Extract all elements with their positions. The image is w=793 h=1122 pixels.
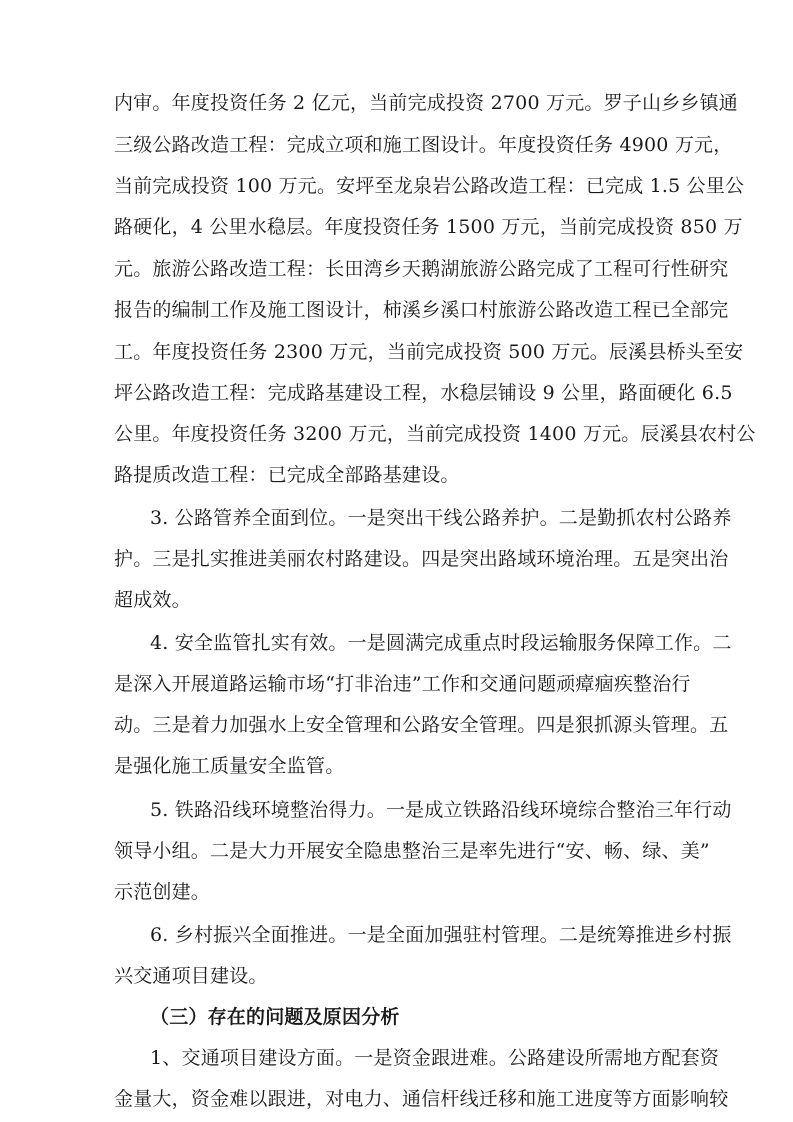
paragraph-line: 金量大，资金难以跟进，对电力、通信杆线迁移和施工进度等方面影响较 — [114, 1088, 729, 1110]
paragraph-line: 领导小组。二是大力开展安全隐患整治三是率先进行“安、畅、绿、美” — [114, 840, 710, 862]
paragraph-line: 超成效。 — [114, 589, 191, 611]
paragraph-line: 4. 安全监管扎实有效。一是圆满完成重点时段运输服务保障工作。二 — [150, 632, 732, 654]
paragraph-line: 兴交通项目建设。 — [114, 965, 268, 987]
paragraph-line: 示范创建。 — [114, 881, 211, 903]
paragraph-line: 坪公路改造工程：完成路基建设工程，水稳层铺设 9 公里，路面硬化 6.5 — [114, 382, 733, 404]
paragraph-line: 是强化施工质量安全监管。 — [114, 755, 345, 777]
paragraph-line: 内审。年度投资任务 2 亿元，当前完成投资 2700 万元。罗子山乡乡镇通 — [114, 92, 739, 114]
paragraph-line: 路提质改造工程：已完成全部路基建设。 — [114, 464, 460, 486]
paragraph-line: 报告的编制工作及施工图设计，柿溪乡溪口村旅游公路改造工程已全部完 — [114, 299, 729, 321]
paragraph-line: 三级公路改造工程：完成立项和施工图设计。年度投资任务 4900 万元， — [114, 134, 733, 156]
paragraph-line: 公里。年度投资任务 3200 万元，当前完成投资 1400 万元。辰溪县农村公 — [114, 423, 756, 445]
paragraph-line: 护。三是扎实推进美丽农村路建设。四是突出路域环境治理。五是突出治 — [114, 548, 729, 570]
paragraph-line: 1、交通项目建设方面。一是资金跟进难。公路建设所需地方配套资 — [150, 1047, 720, 1069]
paragraph-line: 元。旅游公路改造工程：长田湾乡天鹅湖旅游公路完成了工程可行性研究 — [114, 258, 729, 280]
paragraph-line: 动。三是着力加强水上安全管理和公路安全管理。四是狠抓源头管理。五 — [114, 714, 729, 736]
paragraph-line: 路硬化，4 公里水稳层。年度投资任务 1500 万元，当前完成投资 850 万 — [114, 216, 743, 238]
paragraph-line: 3. 公路管养全面到位。一是突出干线公路养护。二是勤抓农村公路养 — [150, 507, 732, 529]
paragraph-line: 是深入开展道路运输市场“打非治违”工作和交通问题顽瘴痼疾整治行 — [114, 673, 691, 695]
paragraph-line: 5. 铁路沿线环境整治得力。一是成立铁路沿线环境综合整治三年行动 — [150, 799, 732, 821]
section-heading: （三）存在的问题及原因分析 — [150, 1006, 400, 1028]
paragraph-line: 当前完成投资 100 万元。安坪至龙泉岩公路改造工程：已完成 1.5 公里公 — [114, 175, 745, 197]
paragraph-line: 工。年度投资任务 2300 万元，当前完成投资 500 万元。辰溪县桥头至安 — [114, 341, 744, 363]
paragraph-line: 6. 乡村振兴全面推进。一是全面加强驻村管理。二是统筹推进乡村振 — [150, 924, 732, 946]
